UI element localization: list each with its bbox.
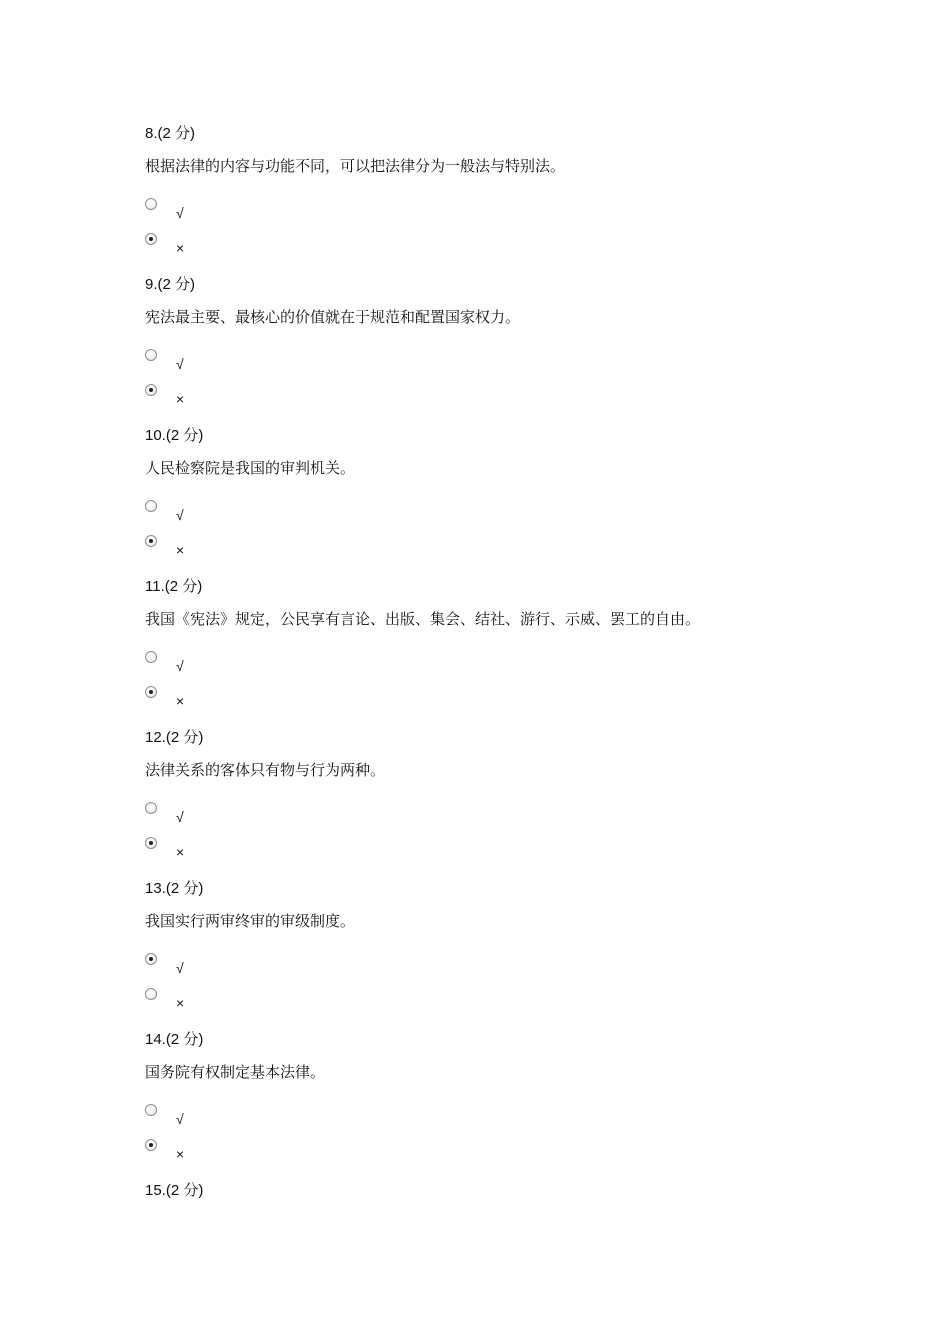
radio-button[interactable] — [145, 233, 157, 245]
option-false[interactable] — [145, 1139, 205, 1165]
radio-button[interactable] — [145, 535, 157, 547]
option-label: × — [176, 240, 185, 256]
radio-button[interactable] — [145, 1139, 157, 1151]
option-label: × — [176, 391, 185, 407]
radio-button[interactable] — [145, 500, 157, 512]
option-true[interactable] — [145, 198, 205, 224]
radio-dot — [149, 1143, 153, 1147]
question-number: 10.(2 分) — [145, 427, 204, 444]
option-false[interactable] — [145, 233, 205, 259]
option-false[interactable] — [145, 384, 205, 410]
radio-button[interactable] — [145, 837, 157, 849]
option-label: √ — [176, 658, 184, 674]
question-text: 宪法最主要、最核心的价值就在于规范和配置国家权力。 — [145, 308, 521, 326]
option-false[interactable] — [145, 988, 205, 1014]
option-false[interactable] — [145, 686, 205, 712]
question-number: 14.(2 分) — [145, 1031, 204, 1048]
option-true[interactable] — [145, 1104, 205, 1130]
radio-dot — [149, 237, 153, 241]
option-true[interactable] — [145, 500, 205, 526]
question-number: 13.(2 分) — [145, 880, 204, 897]
option-label: √ — [176, 356, 184, 372]
option-label: × — [176, 844, 185, 860]
option-label: √ — [176, 507, 184, 523]
radio-button[interactable] — [145, 349, 157, 361]
option-label: × — [176, 1146, 185, 1162]
question-number: 8.(2 分) — [145, 125, 196, 142]
option-label: √ — [176, 1111, 184, 1127]
option-false[interactable] — [145, 837, 205, 863]
option-label: × — [176, 995, 185, 1011]
radio-button[interactable] — [145, 802, 157, 814]
radio-button[interactable] — [145, 198, 157, 210]
option-label: √ — [176, 205, 184, 221]
question-text: 我国《宪法》规定，公民享有言论、出版、集会、结社、游行、示威、罢工的自由。 — [145, 610, 701, 628]
radio-button[interactable] — [145, 384, 157, 396]
question-number: 11.(2 分) — [145, 578, 203, 595]
question-text: 法律关系的客体只有物与行为两种。 — [145, 761, 386, 779]
radio-button[interactable] — [145, 988, 157, 1000]
question-number: 9.(2 分) — [145, 276, 196, 293]
radio-dot — [149, 690, 153, 694]
option-true[interactable] — [145, 349, 205, 375]
option-true[interactable] — [145, 802, 205, 828]
question-text: 国务院有权制定基本法律。 — [145, 1063, 326, 1081]
question-number: 12.(2 分) — [145, 729, 204, 746]
question-text: 根据法律的内容与功能不同，可以把法律分为一般法与特别法。 — [145, 157, 566, 175]
option-false[interactable] — [145, 535, 205, 561]
radio-dot — [149, 388, 153, 392]
question-text: 我国实行两审终审的审级制度。 — [145, 912, 356, 930]
radio-button[interactable] — [145, 1104, 157, 1116]
question-text: 人民检察院是我国的审判机关。 — [145, 459, 356, 477]
option-true[interactable] — [145, 953, 205, 979]
radio-button[interactable] — [145, 686, 157, 698]
radio-dot — [149, 539, 153, 543]
option-label: × — [176, 542, 185, 558]
radio-dot — [149, 957, 153, 961]
option-label: √ — [176, 960, 184, 976]
radio-dot — [149, 841, 153, 845]
radio-button[interactable] — [145, 953, 157, 965]
option-label: × — [176, 693, 185, 709]
question-number: 15.(2 分) — [145, 1182, 204, 1199]
option-true[interactable] — [145, 651, 205, 677]
radio-button[interactable] — [145, 651, 157, 663]
option-label: √ — [176, 809, 184, 825]
